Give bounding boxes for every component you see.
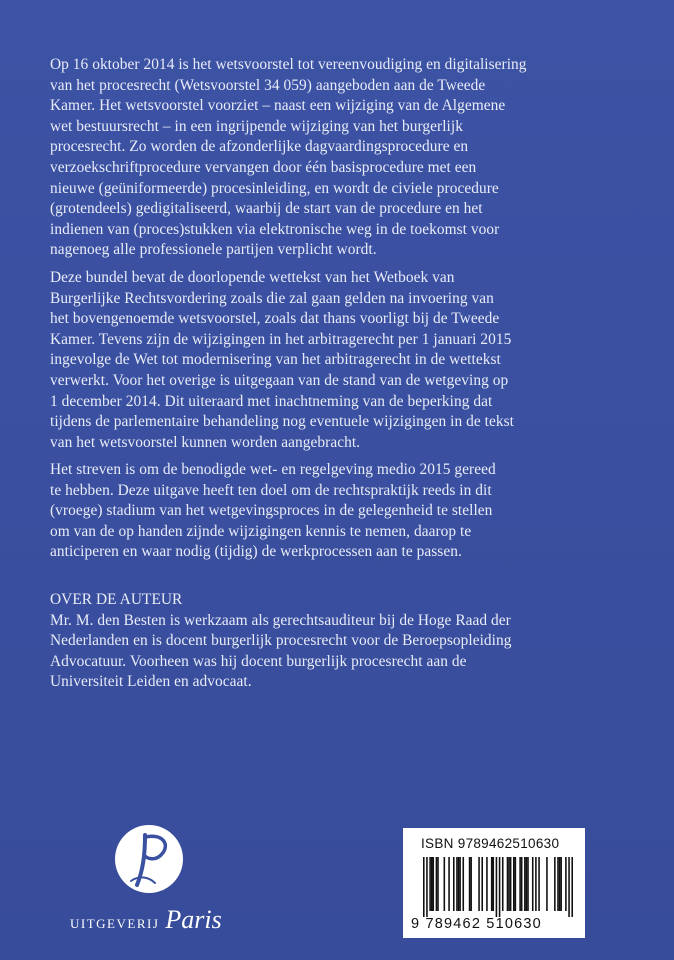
text-line: tijdens de parlementaire behandeling nog eventuele wijzigingen in de tekst	[50, 413, 514, 431]
paragraph-lines	[50, 55, 610, 261]
barcode-bar	[557, 857, 559, 911]
barcode-bar	[431, 857, 433, 911]
barcode-bar	[508, 857, 510, 911]
text-line: (grotendeels) gedigitaliseerd, waarbij de start van de procedure en het	[50, 200, 483, 218]
barcode-digits: 9 789462 510630	[411, 916, 542, 932]
barcode-bar	[502, 857, 504, 911]
text-line: nagenoeg alle professionele partijen verplicht wordt.	[50, 241, 377, 259]
barcode-bar	[462, 857, 464, 911]
barcode-bar	[513, 857, 515, 911]
barcode-bar	[456, 857, 458, 911]
barcode-bar	[459, 857, 461, 911]
barcode-bar	[492, 857, 494, 911]
barcode-bar	[510, 857, 512, 911]
barcode-bar	[453, 857, 455, 911]
text-line: Burgerlijke Rechtsvordering zoals die zal gaan gelden na invoering van	[50, 289, 494, 307]
text-line: te hebben. Deze uitgave heeft ten doel om de rechtspraktijk reeds in dit	[50, 481, 492, 499]
barcode-bar	[515, 857, 517, 911]
text-line: nieuwe (geüniformeerde) procesinleiding, en wordt de civiele procedure	[50, 179, 499, 197]
barcode-bar	[448, 857, 450, 911]
barcode-bar	[436, 857, 438, 911]
publisher-wordmark	[70, 905, 222, 935]
barcode-bar	[527, 857, 529, 911]
text-line: ingevolge de Wet tot modernisering van het arbitragerecht in de wettekst	[50, 351, 501, 369]
barcode-bar	[458, 857, 460, 911]
isbn-barcode	[403, 828, 585, 938]
barcode-bar	[423, 857, 425, 917]
text-line: van het procesrecht (Wetsvoorstel 34 059) aangeboden aan de Tweede	[50, 76, 486, 94]
text-line: 1 december 2014. Dit uiteraard met inachtneming van de beperking dat	[50, 392, 493, 410]
letter-p-monogram-icon	[115, 825, 183, 893]
barcode-bar	[429, 857, 431, 911]
barcode-bar	[532, 857, 534, 911]
text-line: van het wetsvoorstel kunnen worden aangebracht.	[50, 433, 361, 451]
paragraph-goal	[50, 460, 610, 563]
text-line: procesrecht. Zo worden de afzonderlijke dagvaardingsprocedure en	[50, 138, 469, 156]
barcode-bar	[486, 857, 488, 911]
text-line: wet bestuursrecht – in een ingrijpende wijziging van het burgerlijk	[50, 117, 463, 135]
author-section	[50, 590, 610, 693]
barcode-bar	[444, 857, 446, 911]
text-line: indienen van (proces)stukken via elektronische weg in de toekomst voor	[50, 220, 500, 238]
text-line: Op 16 oktober 2014 is het wetsvoorstel tot vereenvoudiging en digitalisering	[50, 56, 527, 73]
barcode-bar	[469, 857, 471, 911]
barcode-bar	[526, 857, 528, 911]
barcode-bar	[519, 857, 521, 911]
logo-circle	[115, 825, 183, 893]
text-line: verzoekschriftprocedure vervangen door één basisprocedure met een	[50, 158, 477, 176]
barcode-bar	[478, 857, 480, 911]
barcode-bar	[535, 857, 537, 911]
barcode-bar	[571, 857, 573, 917]
barcode-bar	[521, 857, 523, 911]
barcode-bar	[470, 857, 472, 911]
publisher-name: Paris	[165, 905, 222, 934]
text-line: anticiperen en waar nodig (tijdig) de werkprocessen aan te passen.	[50, 543, 462, 561]
paragraph-intro	[50, 55, 610, 261]
text-line: Nederlanden en is docent burgerlijk procesrecht voor de Beroepsopleiding	[50, 632, 512, 650]
author-heading: OVER DE AUTEUR	[50, 591, 183, 608]
barcode-bar	[507, 857, 509, 911]
text-line: Kamer. Het wetsvoorstel voorziet – naast een wijziging van de Algemene	[50, 97, 506, 115]
barcode-bar	[499, 857, 501, 917]
barcode-bar	[546, 857, 548, 911]
author-bio	[50, 611, 610, 693]
barcode-bar	[559, 857, 561, 911]
text-line: verwerkt. Voor het overige is uitgegaan van de stand van de wetgeving op	[50, 371, 509, 389]
text-line: om van de op handen zijnde wijzigingen kennis te nemen, daarop te	[50, 522, 472, 540]
text-line: (vroege) stadium van het wetgevingsproces in de gelegenheid te stellen	[50, 502, 493, 520]
barcode-bar	[432, 857, 434, 911]
barcode-bar	[565, 857, 567, 911]
text-line: het bovengenoemde wetsvoorstel, zoals dat thans voorligt bij de Tweede	[50, 310, 500, 328]
paragraph-bundle	[50, 268, 610, 453]
barcode-bar	[560, 857, 562, 911]
barcode-bar	[524, 857, 526, 911]
text-line: Kamer. Tevens zijn de wijzigingen in het arbitragerecht per 1 januari 2015	[50, 330, 512, 348]
text-line: Universiteit Leiden en advocaat.	[50, 673, 252, 691]
text-line: Advocatuur. Voorheen was hij docent burgerlijk procesrecht aan de	[50, 652, 467, 670]
barcode-bars	[423, 857, 573, 917]
text-line: Deze bundel bevat de doorlopende wettekst van het Wetboek van	[50, 269, 455, 286]
paragraph-lines	[50, 268, 610, 453]
text-line: Mr. M. den Besten is werkzaam als gerechtsauditeur bij de Hoge Raad der	[50, 611, 511, 629]
publisher-logo	[70, 825, 250, 935]
barcode-bar	[554, 857, 556, 911]
isbn-label: ISBN 9789462510630	[421, 836, 560, 851]
barcode-bar	[568, 857, 570, 917]
barcode-bar	[491, 857, 493, 911]
barcode-bar	[496, 857, 498, 917]
publisher-prefix: UITGEVERIJ	[70, 916, 160, 931]
paragraph-lines	[50, 460, 610, 563]
barcode-bar	[437, 857, 439, 911]
barcode-bar	[481, 857, 483, 911]
text-line: Het streven is om de benodigde wet- en regelgeving medio 2015 gereed	[50, 461, 496, 478]
barcode-bar	[538, 857, 540, 911]
barcode-bar	[426, 857, 428, 917]
